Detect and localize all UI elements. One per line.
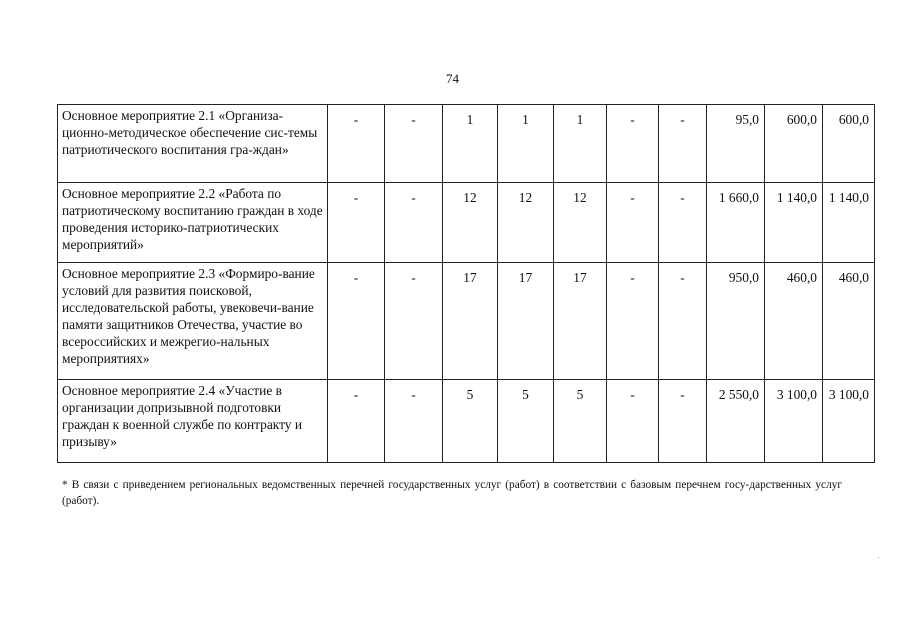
measure-name: Основное мероприятие 2.3 «Формиро-вание условий для развития поисковой, исследовательской работы, увековечи-вание памяти защитников Отечества, участие во всероссийских и межрегио-нальных мероприятиях» (58, 263, 328, 380)
page-number: 74 (446, 71, 459, 86)
funding-value: 1 660,0 (707, 183, 765, 263)
cell-value: - (607, 380, 659, 463)
cell-value: 12 (443, 183, 498, 263)
cell-value: 17 (498, 263, 554, 380)
cell-value: 5 (498, 380, 554, 463)
table-row (58, 105, 875, 183)
cell-value: 5 (554, 380, 607, 463)
cell-value: - (328, 105, 385, 183)
cell-value: - (659, 380, 707, 463)
cell-value: 1 (554, 105, 607, 183)
funding-value: 95,0 (707, 105, 765, 183)
footnote: * В связи с приведением региональных ведомственных перечней государственных услуг (работ) в соответствии с базовым перечнем госу-дарственных услуг (работ). (62, 479, 842, 507)
funding-value: 600,0 (765, 105, 823, 183)
table-row (58, 380, 875, 463)
cell-value: - (607, 263, 659, 380)
cell-value: - (659, 183, 707, 263)
cell-value: 17 (443, 263, 498, 380)
cell-value: - (607, 105, 659, 183)
cell-value: - (659, 263, 707, 380)
cell-value: 17 (554, 263, 607, 380)
cell-value: 5 (443, 380, 498, 463)
table-row (58, 263, 875, 380)
measures-table (57, 104, 875, 463)
funding-value: 1 140,0 (823, 183, 875, 263)
cell-value: - (607, 183, 659, 263)
measure-name: Основное мероприятие 2.2 «Работа по патриотическому воспитанию граждан в ходе проведения историко-патриотических мероприятий» (58, 183, 328, 263)
funding-value: 2 550,0 (707, 380, 765, 463)
cell-value: 12 (498, 183, 554, 263)
cell-value: - (328, 263, 385, 380)
table-row (58, 183, 875, 263)
funding-value: 3 100,0 (765, 380, 823, 463)
funding-value: 460,0 (765, 263, 823, 380)
cell-value: - (385, 105, 443, 183)
cell-value: 1 (498, 105, 554, 183)
funding-value: 600,0 (823, 105, 875, 183)
cell-value: 12 (554, 183, 607, 263)
scan-speck (878, 557, 879, 558)
cell-value: 1 (443, 105, 498, 183)
cell-value: - (659, 105, 707, 183)
funding-value: 3 100,0 (823, 380, 875, 463)
measure-name: Основное мероприятие 2.4 «Участие в организации допризывной подготовки граждан к военной службе по контракту и призыву» (58, 380, 328, 463)
cell-value: - (385, 183, 443, 263)
cell-value: - (328, 380, 385, 463)
cell-value: - (328, 183, 385, 263)
funding-value: 460,0 (823, 263, 875, 380)
funding-value: 950,0 (707, 263, 765, 380)
measure-name: Основное мероприятие 2.1 «Организа-ционно-методическое обеспечение сис-темы патриотического воспитания гра-ждан» (58, 105, 328, 183)
cell-value: - (385, 380, 443, 463)
funding-value: 1 140,0 (765, 183, 823, 263)
cell-value: - (385, 263, 443, 380)
